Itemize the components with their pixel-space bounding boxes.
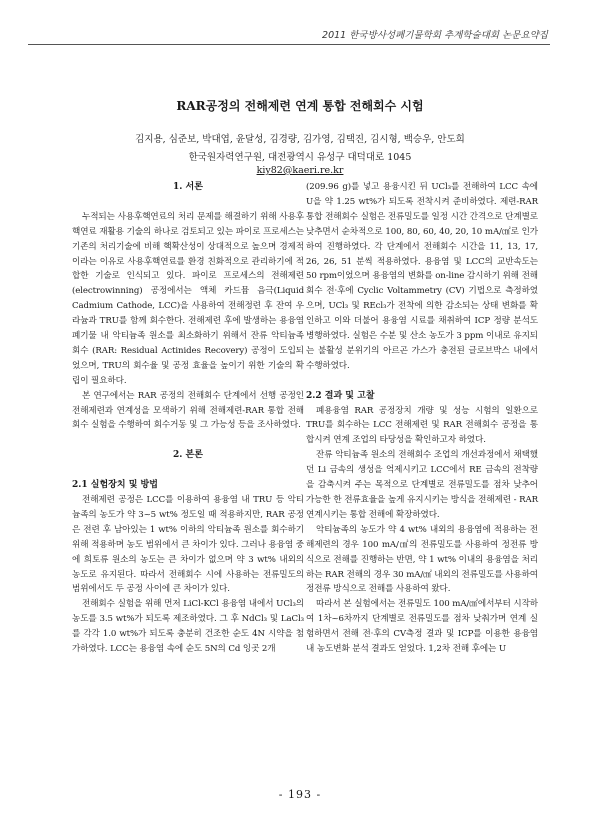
- paper-title: RAR공정의 전해제련 연계 통합 전해회수 시험: [176, 99, 424, 113]
- author-list: 김지용, 심준보, 박대엽, 윤달성, 김경량, 김가영, 김택진, 김시형, 백승우, 안도희: [135, 134, 465, 145]
- section-heading-introduction: 1. 서론: [173, 182, 203, 192]
- paragraph: 본 연구에서는 RAR 공정의 전해회수 단계에서 선행 공정인 전해제련과 연계성을 모색하기 위해 전해제련-RAR 통합 전해회수 실험을 수행하여 회수거동 및 그 가능성 등을 조사하였다.: [72, 390, 304, 431]
- author-email[interactable]: kiy82@kaeri.re.kr: [256, 165, 344, 176]
- paragraph: 잔류 악티늄족 원소의 전해회수 조업의 개선과정에서 채택했던 Li 금속의 생성을 억제시키고 LCC에서 RE 금속의 전착량을 감축시켜 주는 목적으로 단계별로 전류밀도를 점차 낮추어 가능한 한 전류효율을 높게 유지시키는 방식을 전해제련 - RAR 연계시키는 통합 전해에 확장하였다.: [306, 450, 538, 520]
- subsection-heading-results: 2.2 결과 및 고찰: [306, 390, 375, 401]
- left-column: [72, 180, 304, 657]
- paragraph: (209.96 g)를 넣고 용융시킨 뒤 UCl₃를 전해하여 LCC 속에 U을 약 1.25 wt%가 되도록 전착시켜 준비하였다. 제련-RAR 통합 전해회수 실험은 전류밀도를 일정 시간 간격으로 단계별로 낮추면서 순차적으로 100, 80, 60, 40, 20, 10 mA/㎠로 인가하여 진행하였다. 각 단계에서 전해회수 시간을 11, 13, 17, 26, 26, 51 분씩 적용하였다. 용융염 및 LCC의 교반속도는 50 rpm이었으며 용융염의 변화를 on-line 감시하기 위해 전해회수 전·후에 Cyclic Voltammetry (CV) 기법으로 측정하였으며, UCl₃ 및 REcl₃가 전착에 의한 감소되는 상태 변화를 확인하고 이와 더불어 용융염 시료를 채취하여 ICP 정량 분석도 병행하였다. 실험은 수분 및 산소 농도가 3 ppm 이내로 유지되는 불활성 분위기의 아르곤 가스가 충전된 글로브박스 내에서 수행하였다.: [306, 182, 538, 371]
- paragraph: 누적되는 사용후핵연료의 처리 문제를 해결하기 위해 사용후핵연료 재활용 기술의 하나로 검토되고 있는 파이로 프로세스는 기존의 처리기술에 비해 핵확산성이 상대적으로 높으며 경제적이라는 이유로 사용후핵연료를 환경 친화적으로 관리하기에 적합한 기술로 인식되고 있다. 파이로 프로세스의 전해제련(electrowinning) 공정에서는 액체 카드뮴 음극(Liquid Cadmium Cathode, LCC)을 사용하여 전해정련 후 잔여 우라늄과 TRU를 함께 회수한다. 전해제련 후에 발생하는 용융염 폐기물 내 악티늄족 원소를 최소화하기 위해서 잔류 악티늄족 회수 (RAR: Residual Actinides Recovery) 공정이 도입되었으며, TRU의 회수율 및 공정 효율을 높이기 위한 기술의 확립이 필요하다.: [72, 211, 304, 386]
- paragraph: 전해회수 실험을 위해 먼저 LiCl-KCl 용융염 내에서 UCl₃의 농도를 3.5 wt%가 되도록 제조하였다. 그 후 NdCl₃ 및 LaCl₃를 각각 1.0 wt%가 되도록 충분히 건조한 순도 4N 시약을 첨가하였다. LCC는 용융염 속에 순도 5N의 Cd 잉곳 2개: [72, 599, 304, 655]
- affiliation: 한국원자력연구원, 대전광역시 유성구 대덕대로 1045: [188, 152, 412, 163]
- paragraph: 전해제련 공정은 LCC를 이용하여 용융염 내 TRU 등 악티늄족의 농도가 약 3~5 wt% 정도일 때 적용하지만, RAR 공정은 전련 후 남아있는 1 wt% 이하의 악티늄족 원소를 회수하기 위해 적용하며 농도 범위에서 큰 차이가 있다. 그러나 용융염 중에 희토류 원소의 농도는 큰 차이가 없으며 약 3 wt% 내외의 농도로 유지된다. 따라서 전해회수 시에 사용하는 전류밀도의 범위에서도 두 공정 사이에 큰 차이가 있다.: [72, 494, 304, 595]
- running-header: 2011 한국방사성폐기물학회 추계학술대회 논문요약집: [322, 30, 548, 41]
- page-number: - 193 -: [278, 788, 322, 801]
- paragraph: 폐용융염 RAR 공정장치 개량 및 성능 시험의 일환으로 TRU를 회수하는 LCC 전해제련 및 RAR 전해회수 공정을 통합시켜 연계 조업의 타당성을 확인하고자 하였다.: [306, 405, 538, 446]
- section-heading-body: 2. 본론: [173, 450, 203, 461]
- right-column: [306, 180, 538, 657]
- subsection-heading-apparatus: 2.1 실험장치 및 방법: [72, 480, 158, 491]
- paragraph: 따라서 본 실험에서는 전류밀도 100 mA/㎠에서부터 시작하여 1차~6차까지 단계별로 전류밀도를 점차 낮춰가며 연계 실험하면서 전해 전·후의 CV측정 결과 및 ICP를 이용한 용융염 내 농도변화 분석 결과도 얻었다. 1,2차 전해 후에는 U: [306, 599, 538, 655]
- header-rule: [28, 44, 550, 45]
- paragraph: 악티늄족의 농도가 약 4 wt% 내외의 용융염에 적용하는 전해제련의 경우 100 mA/㎠의 전류밀도를 사용하여 정전류 방식으로 전해를 진행하는 반면, 약 1 wt% 이내의 용융염을 처리하는 RAR 전해의 경우 30 mA/㎠ 내외의 전류밀도를 사용하여 정전류 방식으로 전해를 사용하여 왔다.: [306, 524, 538, 595]
- email-line: [0, 165, 600, 176]
